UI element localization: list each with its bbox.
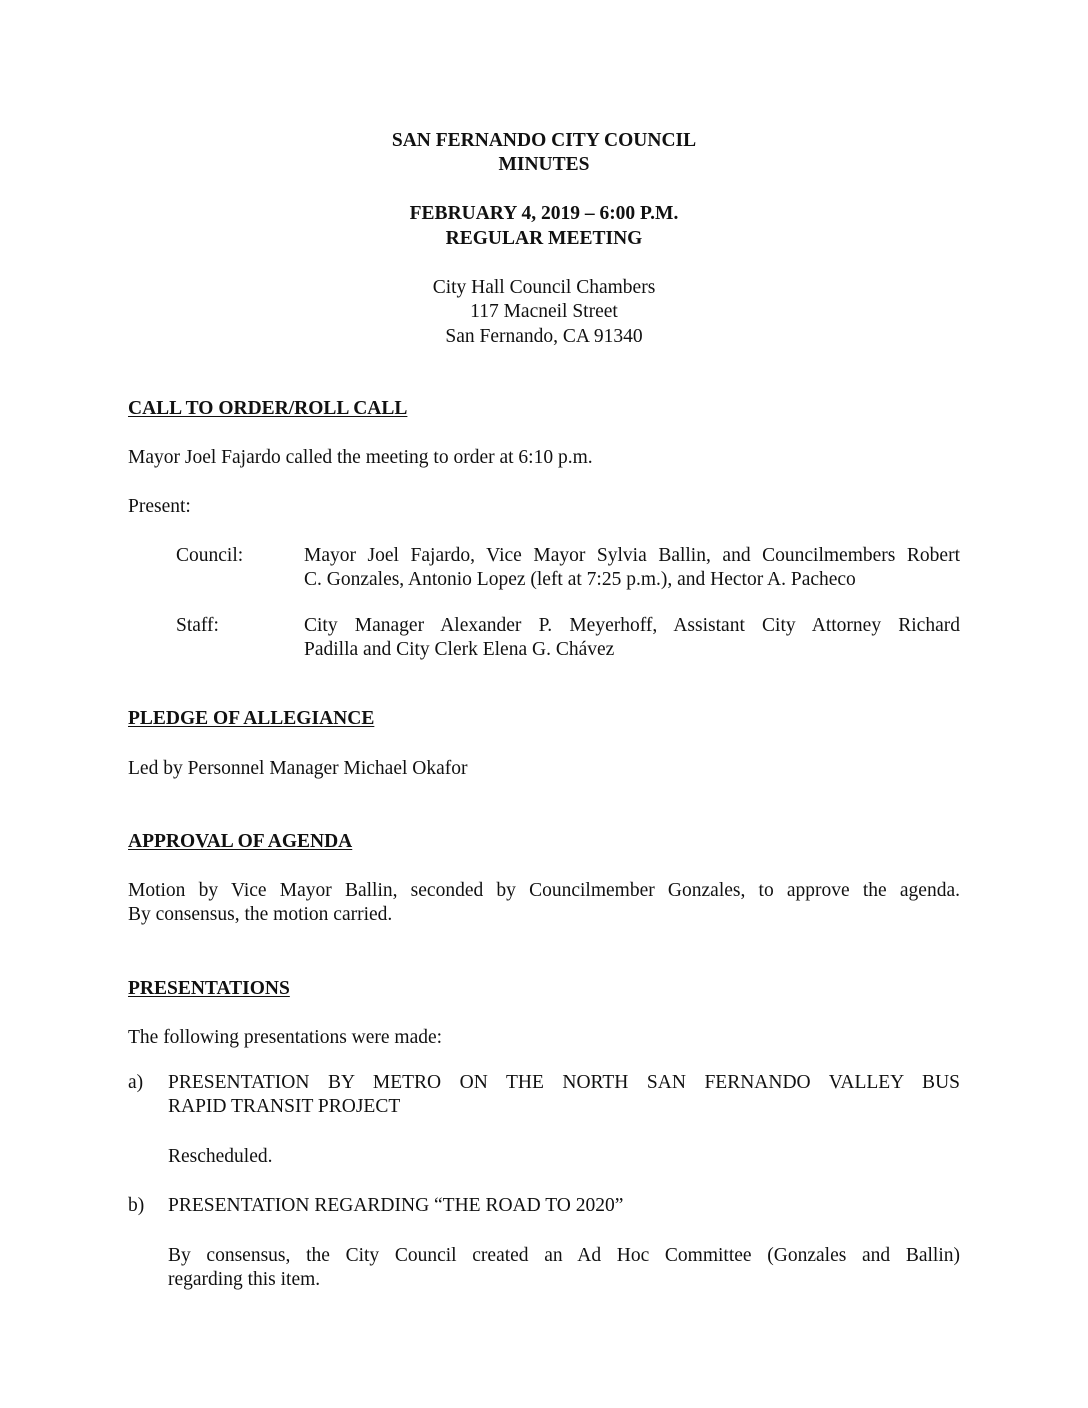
location-line-1: City Hall Council Chambers: [432, 277, 656, 298]
council-members-line-1: Mayor Joel Fajardo, Vice Mayor Sylvia Ballin, and Councilmembers Robert: [304, 545, 960, 566]
item-b-body-line-1: By consensus, the City Council created an Ad Hoc Committee (Gonzales and Ballin): [168, 1245, 960, 1266]
item-b-title: PRESENTATION REGARDING “THE ROAD TO 2020”: [168, 1195, 624, 1216]
agenda-text-line-1: Motion by Vice Mayor Ballin, seconded by Councilmember Gonzales, to approve the agenda.: [128, 880, 960, 901]
doc-type-title: MINUTES: [498, 154, 590, 175]
agenda-text-line-2: By consensus, the motion carried.: [128, 904, 393, 925]
item-b-body-line-2: regarding this item.: [168, 1269, 321, 1290]
present-label: Present:: [128, 496, 191, 517]
location-line-3: San Fernando, CA 91340: [445, 326, 643, 347]
council-members-line-2: C. Gonzales, Antonio Lopez (left at 7:25 p.m.), and Hector A. Pacheco: [304, 569, 856, 590]
staff-label: Staff:: [176, 615, 219, 636]
call-to-order-text: Mayor Joel Fajardo called the meeting to order at 6:10 p.m.: [128, 447, 593, 468]
council-label: Council:: [176, 545, 244, 566]
location-line-2: 117 Macneil Street: [470, 301, 618, 322]
item-a-title-line-2: RAPID TRANSIT PROJECT: [168, 1096, 401, 1117]
item-a-title-line-1: PRESENTATION BY METRO ON THE NORTH SAN FERNANDO VALLEY BUS: [168, 1072, 960, 1093]
org-title: SAN FERNANDO CITY COUNCIL: [391, 130, 697, 151]
meeting-date-time: FEBRUARY 4, 2019 – 6:00 P.M.: [409, 203, 679, 224]
item-a-marker: a): [128, 1072, 144, 1093]
presentations-heading: PRESENTATIONS: [128, 978, 290, 999]
call-to-order-heading: CALL TO ORDER/ROLL CALL: [128, 398, 408, 419]
meeting-type: REGULAR MEETING: [445, 228, 643, 249]
presentations-intro: The following presentations were made:: [128, 1027, 443, 1048]
staff-members-line-2: Padilla and City Clerk Elena G. Chávez: [304, 639, 615, 660]
pledge-text: Led by Personnel Manager Michael Okafor: [128, 758, 468, 779]
item-a-body: Rescheduled.: [168, 1146, 273, 1167]
staff-members-line-1: City Manager Alexander P. Meyerhoff, Assistant City Attorney Richard: [304, 615, 960, 636]
agenda-heading: APPROVAL OF AGENDA: [128, 831, 353, 852]
item-b-marker: b): [128, 1195, 145, 1216]
pledge-heading: PLEDGE OF ALLEGIANCE: [128, 708, 375, 729]
